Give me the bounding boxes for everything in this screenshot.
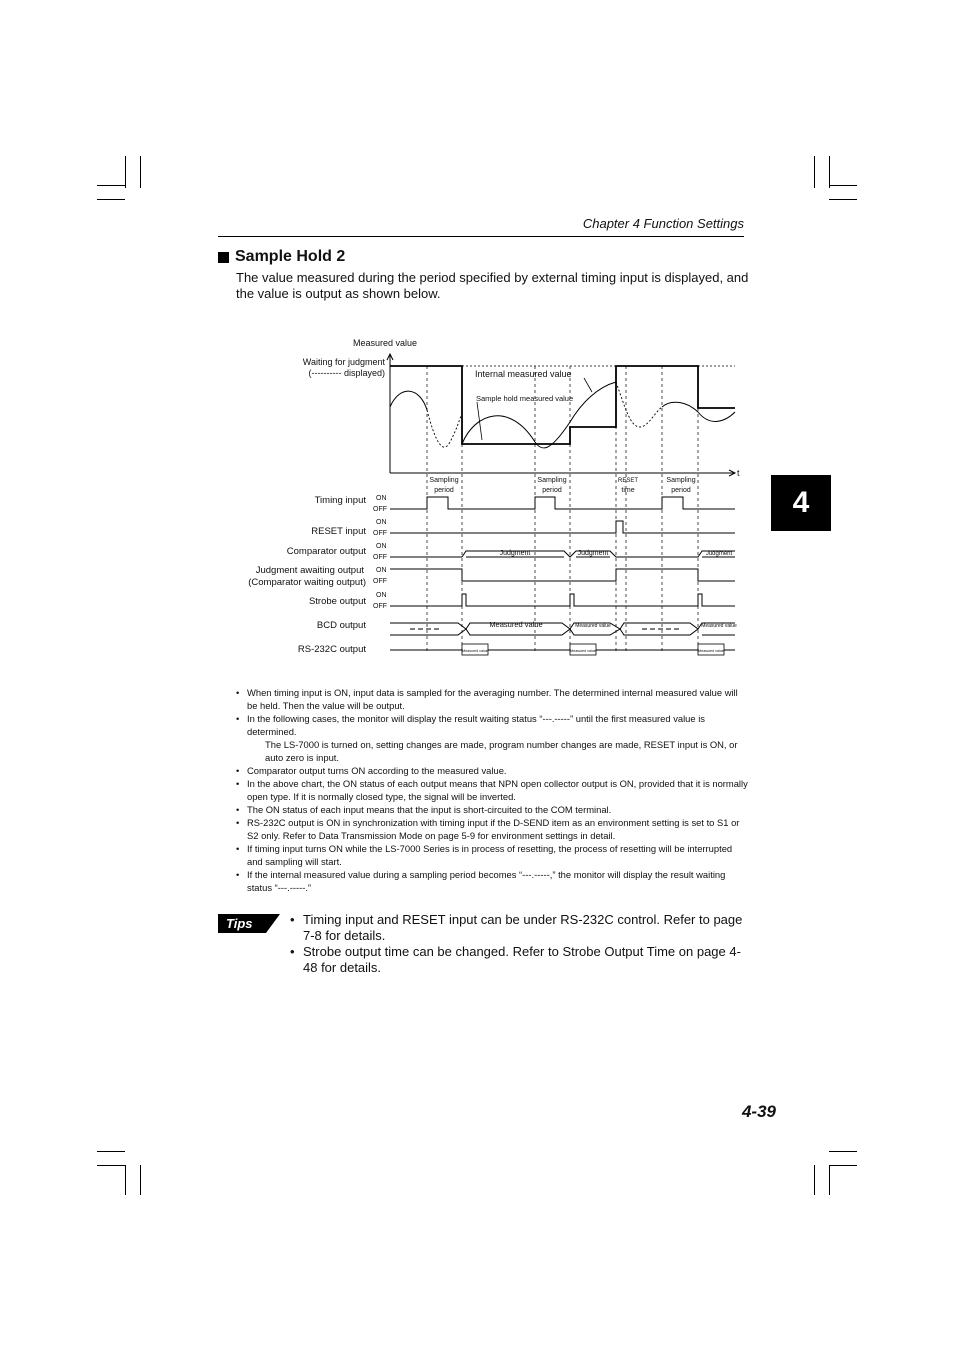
- square-bullet-icon: [218, 252, 229, 263]
- off-tag: OFF: [373, 603, 387, 610]
- note-item: • Comparator output turns ON according to the measured value.: [236, 764, 748, 777]
- note-item: • If the internal measured value during a sampling period becomes “---.-----,” the monitor will display the result waiting status “---.-----.”: [236, 868, 748, 894]
- on-tag: ON: [376, 543, 387, 550]
- period-label: period: [434, 487, 454, 494]
- crop-mark: [829, 199, 857, 200]
- crop-mark: [814, 1165, 815, 1195]
- note-item: • RS-232C output is ON in synchronization with timing input if the D-SEND item as an environment setting is set to S1 or S2 only. Refer to Data Transmission Mode on page 5-9 for environment settings in detail.: [236, 816, 748, 842]
- y-axis-label: Measured value: [353, 338, 418, 348]
- signal-label: BCD output: [316, 620, 366, 631]
- crop-mark: [140, 156, 141, 188]
- tip-item: • Timing input and RESET input can be under RS-232C control. Refer to page 7-8 for details.: [288, 912, 748, 944]
- tips-list: [288, 912, 748, 976]
- crop-mark: [829, 156, 830, 188]
- crop-mark: [829, 1165, 857, 1166]
- bcd-value-label: Measured value: [701, 623, 737, 629]
- crop-mark: [125, 156, 126, 188]
- note-sub-item: The LS-7000 is turned on, setting changes are made, program number changes are made, RESET input is ON, or auto zero is input.: [265, 739, 738, 763]
- crop-mark: [97, 1151, 125, 1152]
- signal-label: Comparator output: [286, 546, 366, 557]
- waiting-label-displayed: (---------- displayed): [308, 368, 385, 378]
- off-tag: OFF: [373, 506, 387, 513]
- on-tag: ON: [376, 495, 387, 502]
- internal-value-label: Internal measured value: [475, 369, 572, 379]
- note-item: • If timing input turns ON while the LS-7000 Series is in process of resetting, the process of resetting will be interrupted and sampling will start.: [236, 842, 748, 868]
- period-label: Sampling: [429, 477, 459, 484]
- on-tag: ON: [376, 519, 387, 526]
- page-number: 4-39: [741, 1102, 776, 1121]
- judgment-label: Judgment: [577, 550, 609, 557]
- bcd-value-label: Measured value: [575, 623, 611, 629]
- crop-mark: [125, 1165, 126, 1195]
- crop-mark: [829, 1165, 830, 1195]
- section-intro: The value measured during the period specified by external timing input is displayed, and the value is output as shown below.: [236, 270, 749, 301]
- crop-mark: [814, 156, 815, 188]
- crop-mark: [97, 185, 125, 186]
- crop-mark: [829, 185, 857, 186]
- hold-value-label: Sample hold measured value: [476, 394, 574, 403]
- signal-label: RS-232C output: [297, 644, 366, 655]
- chapter-header: Chapter 4 Function Settings: [582, 216, 744, 231]
- period-label: period: [542, 487, 562, 494]
- period-label: period: [671, 487, 691, 494]
- header-rule: [218, 236, 744, 237]
- off-tag: OFF: [373, 578, 387, 585]
- crop-mark: [829, 1151, 857, 1152]
- rs232-value-label: Measured value: [570, 649, 596, 653]
- notes-list: [236, 686, 748, 894]
- bcd-value-label: Measured value: [489, 620, 543, 629]
- note-item: • In the above chart, the ON status of each output means that NPN open collector output is ON, provided that it is normally open type. If it is normally closed type, the signal will be inverted.: [236, 777, 748, 803]
- crop-mark: [140, 1165, 141, 1195]
- period-label: RESET: [617, 478, 639, 484]
- signal-label: RESET input: [311, 526, 366, 537]
- on-tag: ON: [376, 567, 387, 574]
- signal-label: Strobe output: [308, 596, 366, 607]
- rs232-value-label: Measured value: [462, 649, 488, 653]
- section-title-text: Sample Hold 2: [235, 248, 346, 265]
- crop-mark: [97, 1165, 125, 1166]
- crop-mark: [97, 199, 125, 200]
- note-item: • When timing input is ON, input data is sampled for the averaging number. The determined internal measured value will be held. Then the value will be output.: [236, 686, 748, 712]
- timing-diagram: [230, 332, 742, 672]
- signal-label-sub: (Comparator waiting output): [248, 577, 366, 588]
- tip-item: • Strobe output time can be changed. Refer to Strobe Output Time on page 4-48 for details.: [288, 944, 748, 976]
- waiting-label: Waiting for judgment: [302, 357, 385, 367]
- time-axis-label: t: [737, 468, 740, 478]
- judgment-label: Judgment: [705, 551, 733, 557]
- judgment-label: Judgment: [499, 550, 531, 557]
- section-title: [218, 248, 345, 266]
- period-label: time: [621, 487, 635, 494]
- note-item: • The ON status of each input means that the input is short-circuited to the COM terminal.: [236, 803, 748, 816]
- off-tag: OFF: [373, 530, 387, 537]
- note-item: • In the following cases, the monitor will display the result waiting status “---.-----” until the first measured value is determined.: [236, 712, 748, 738]
- off-tag: OFF: [373, 554, 387, 561]
- tips-badge: [218, 914, 280, 933]
- tips-badge-label: Tips: [226, 916, 253, 931]
- period-label: Sampling: [537, 477, 567, 484]
- signal-label: Timing input: [314, 495, 366, 506]
- signal-label: Judgment awaiting output: [255, 565, 364, 576]
- rs232-value-label: Measured value: [698, 649, 724, 653]
- period-label: Sampling: [666, 477, 696, 484]
- chapter-tab: 4: [771, 475, 831, 531]
- on-tag: ON: [376, 592, 387, 599]
